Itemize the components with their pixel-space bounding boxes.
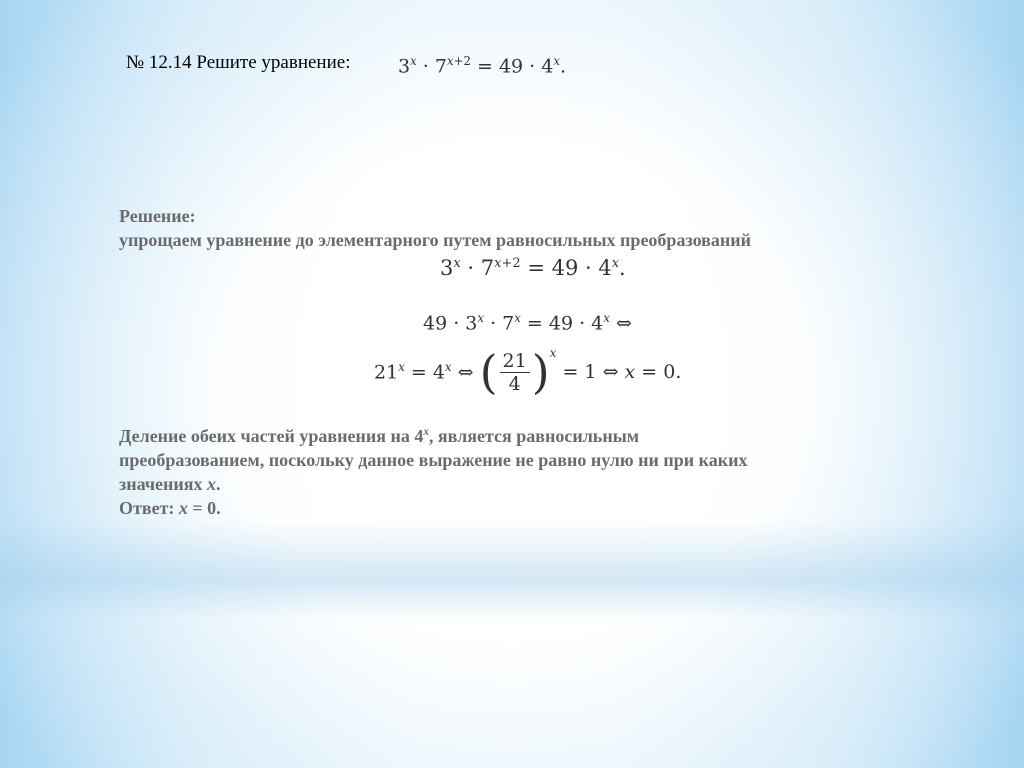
solution-heading: Решение:: [119, 206, 196, 226]
note-line-2: преобразованием, поскольку данное выражение не равно нулю ни при каких: [119, 449, 748, 470]
solution-intro: упрощаем уравнение до элементарного путем равносильных преобразований: [119, 230, 751, 250]
problem-title: [126, 52, 350, 74]
equation-step-1: $3^x \cdot 7^{x+2} = 49 \cdot 4^x$.: [440, 256, 626, 281]
problem-equation: $3^x \cdot 7^{x+2} = 49 \cdot 4^x$.: [398, 54, 567, 78]
problem-colon: :: [345, 52, 351, 73]
fraction-21-over-4: $\frac{21}{4}$: [500, 350, 530, 395]
problem-label: № 12.14 Решите уравнение: [126, 52, 346, 73]
right-paren: ): [531, 345, 550, 399]
note-line-3: значениях x.: [119, 473, 221, 494]
answer-line: Ответ: x = 0.: [119, 497, 221, 518]
equation-step-3: $21^x = 4^x$ ⇔ ( $\frac{21}{4}$ ) x = 1 ⇔ x = 0.: [374, 345, 682, 399]
equation-step-2: $49 \cdot 3^x \cdot 7^x = 49 \cdot 4^x$ ⇔: [423, 311, 632, 335]
left-paren: (: [479, 345, 498, 399]
note-line-1: Деление обеих частей уравнения на 4$^x$, является равносильным: [119, 425, 640, 446]
solution-note: [119, 420, 879, 520]
